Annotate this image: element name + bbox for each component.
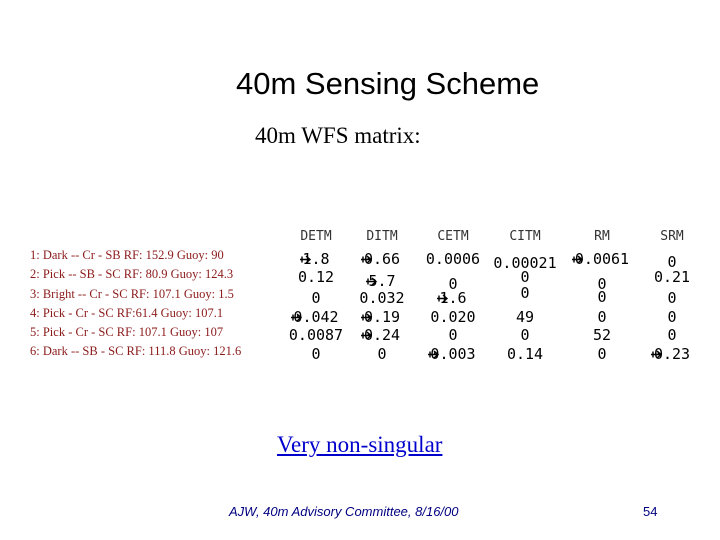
page-number: 54 xyxy=(643,504,658,519)
matrix-cell: 0.042 xyxy=(293,308,339,326)
footer-credit: AJW, 40m Advisory Committee, 8/16/00 xyxy=(229,504,459,519)
minus-sign-icon xyxy=(360,254,374,265)
minus-sign-icon xyxy=(360,330,374,341)
matrix-cell: 0 xyxy=(667,308,677,326)
minus-sign-icon xyxy=(650,349,664,360)
minus-sign-icon xyxy=(299,254,313,265)
matrix-cell: 0 xyxy=(667,289,677,307)
matrix-cell: 0.24 xyxy=(363,326,401,344)
matrix-cell: 0 xyxy=(520,326,530,344)
matrix-cell: 0.19 xyxy=(363,308,401,326)
row-label-1: 1: Dark -- Cr - SB RF: 152.9 Guoy: 90 xyxy=(30,248,224,262)
very-non-singular-link[interactable]: Very non-singular xyxy=(277,432,443,457)
minus-sign-icon xyxy=(365,276,379,287)
matrix-cell: 52 xyxy=(592,326,612,344)
matrix-cell: 0 xyxy=(448,326,458,344)
matrix-cell: 0 xyxy=(377,345,387,363)
row-label-6: 6: Dark -- SB - SC RF: 111.8 Guoy: 121.6 xyxy=(30,344,242,359)
matrix-subtitle: 40m WFS matrix: xyxy=(255,123,421,148)
matrix-cell: 0.032 xyxy=(359,289,405,307)
matrix-cell: 0 xyxy=(520,284,530,302)
matrix-cell: 0.14 xyxy=(506,345,544,363)
matrix-cell: 1.6 xyxy=(439,289,467,307)
matrix-cell: 0.23 xyxy=(653,345,691,363)
matrix-cell: 0.12 xyxy=(297,268,335,286)
matrix-cell: 0 xyxy=(311,345,321,363)
matrix-header-detm: DETM xyxy=(300,229,332,244)
row-label-2: 2: Pick -- SB - SC RF: 80.9 Guoy: 124.3 xyxy=(30,267,234,282)
matrix-cell: 0.00021 xyxy=(493,254,557,272)
matrix-header-ditm: DITM xyxy=(366,229,398,244)
matrix-cell: 0 xyxy=(597,308,607,326)
matrix-header-srm: SRM xyxy=(660,229,684,244)
matrix-cell: 0.0006 xyxy=(425,250,481,268)
matrix-cell: 0.0087 xyxy=(288,326,344,344)
matrix-cell: 0 xyxy=(597,345,607,363)
matrix-cell: 0 xyxy=(448,275,458,293)
minus-sign-icon xyxy=(427,349,441,360)
slide-title: 40m Sensing Scheme xyxy=(236,66,540,101)
matrix-cell: 0.21 xyxy=(653,268,691,286)
minus-sign-icon xyxy=(436,293,450,304)
matrix-header-cetm: CETM xyxy=(437,229,469,244)
minus-sign-icon xyxy=(360,312,374,323)
matrix-cell: 0.003 xyxy=(430,345,476,363)
matrix-header-citm: CITM xyxy=(509,229,541,244)
matrix-cell: 0 xyxy=(667,253,677,271)
matrix-cell: 0 xyxy=(597,288,607,306)
matrix-header-rm: RM xyxy=(594,229,610,244)
matrix-cell: 49 xyxy=(515,308,535,326)
minus-sign-icon xyxy=(290,312,304,323)
matrix-cell: 0 xyxy=(667,326,677,344)
row-label-5: 5: Pick - Cr - SC RF: 107.1 Guoy: 107 xyxy=(30,325,224,340)
matrix-cell: 5.7 xyxy=(368,272,396,290)
matrix-cell: 0 xyxy=(520,268,530,286)
row-label-4: 4: Pick - Cr - SC RF:61.4 Guoy: 107.1 xyxy=(30,305,224,320)
matrix-cell: 0 xyxy=(597,275,607,293)
matrix-cell: 0 xyxy=(311,289,321,307)
minus-sign-icon xyxy=(571,254,585,265)
row-label-3: 3: Bright -- Cr - SC RF: 107.1 Guoy: 1.5 xyxy=(30,286,234,301)
matrix-cell: 1.8 xyxy=(302,250,330,268)
matrix-cell: 0.66 xyxy=(363,250,401,268)
matrix-cell: 0.0061 xyxy=(574,250,630,268)
matrix-cell: 0.020 xyxy=(430,308,476,326)
